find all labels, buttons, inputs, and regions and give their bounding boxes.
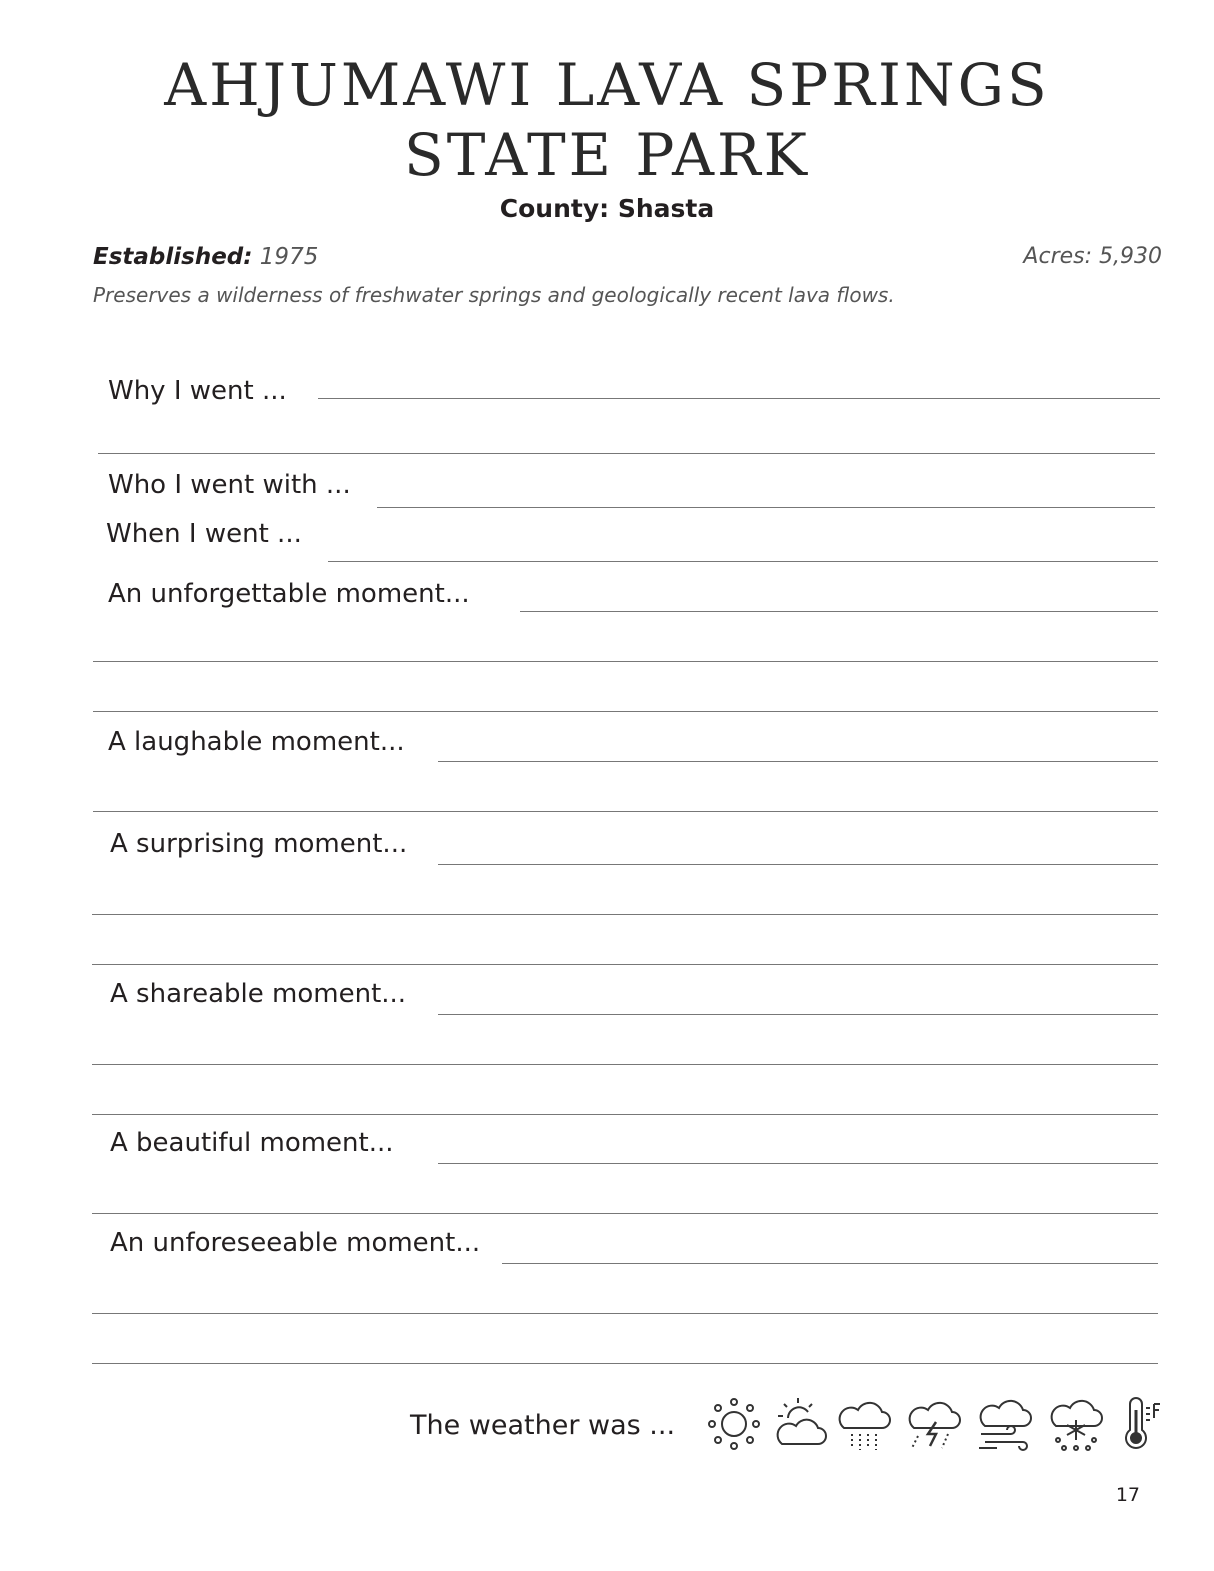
- rain-icon[interactable]: [834, 1396, 894, 1452]
- prompt-unforeseeable: An unforeseeable moment...: [110, 1228, 481, 1258]
- answer-line[interactable]: [520, 611, 1158, 612]
- prompt-who: Who I went with ...: [108, 470, 351, 500]
- prompt-beautiful: A beautiful moment...: [110, 1128, 394, 1158]
- answer-line[interactable]: [98, 453, 1155, 454]
- wind-icon[interactable]: [975, 1396, 1035, 1452]
- partly-cloudy-icon[interactable]: [770, 1396, 830, 1452]
- answer-line[interactable]: [438, 864, 1158, 865]
- answer-line[interactable]: [93, 661, 1158, 662]
- weather-label: The weather was ...: [410, 1410, 676, 1441]
- answer-line[interactable]: [93, 811, 1158, 812]
- park-title-line1: AHJUMAWI LAVA SPRINGS: [164, 51, 1050, 119]
- thunderstorm-icon[interactable]: [904, 1396, 964, 1452]
- answer-line[interactable]: [502, 1263, 1158, 1264]
- answer-line[interactable]: [377, 507, 1155, 508]
- prompt-unforgettable: An unforgettable moment...: [108, 579, 470, 609]
- prompt-why: Why I went ...: [108, 376, 287, 406]
- answer-line[interactable]: [328, 561, 1158, 562]
- snow-icon[interactable]: [1046, 1396, 1106, 1452]
- prompt-surprising: A surprising moment...: [110, 829, 408, 859]
- prompt-laughable: A laughable moment...: [108, 727, 405, 757]
- prompt-shareable: A shareable moment...: [110, 979, 407, 1009]
- answer-line[interactable]: [438, 1014, 1158, 1015]
- answer-line[interactable]: [92, 1064, 1158, 1065]
- thermometer-icon[interactable]: [1116, 1396, 1176, 1452]
- county-label: County: Shasta: [499, 194, 715, 223]
- sun-icon[interactable]: [704, 1396, 764, 1452]
- answer-line[interactable]: [92, 914, 1158, 915]
- acres-info: Acres: 5,930: [1023, 244, 1162, 269]
- park-title: [0, 50, 1214, 190]
- park-title-line2: STATE PARK: [403, 121, 810, 189]
- answer-line[interactable]: [93, 711, 1158, 712]
- answer-line[interactable]: [92, 964, 1158, 965]
- page-number: 17: [1115, 1484, 1140, 1506]
- established-year: 1975: [259, 244, 319, 270]
- prompt-when: When I went ...: [106, 519, 302, 549]
- park-description: Preserves a wilderness of freshwater springs and geologically recent lava flows.: [93, 283, 895, 307]
- established-info: [93, 244, 318, 270]
- answer-line[interactable]: [92, 1363, 1158, 1364]
- answer-line[interactable]: [92, 1213, 1158, 1214]
- answer-line[interactable]: [318, 398, 1160, 399]
- answer-line[interactable]: [438, 1163, 1158, 1164]
- answer-line[interactable]: [438, 761, 1158, 762]
- established-label: Established:: [93, 244, 253, 270]
- answer-line[interactable]: [92, 1313, 1158, 1314]
- answer-line[interactable]: [92, 1114, 1158, 1115]
